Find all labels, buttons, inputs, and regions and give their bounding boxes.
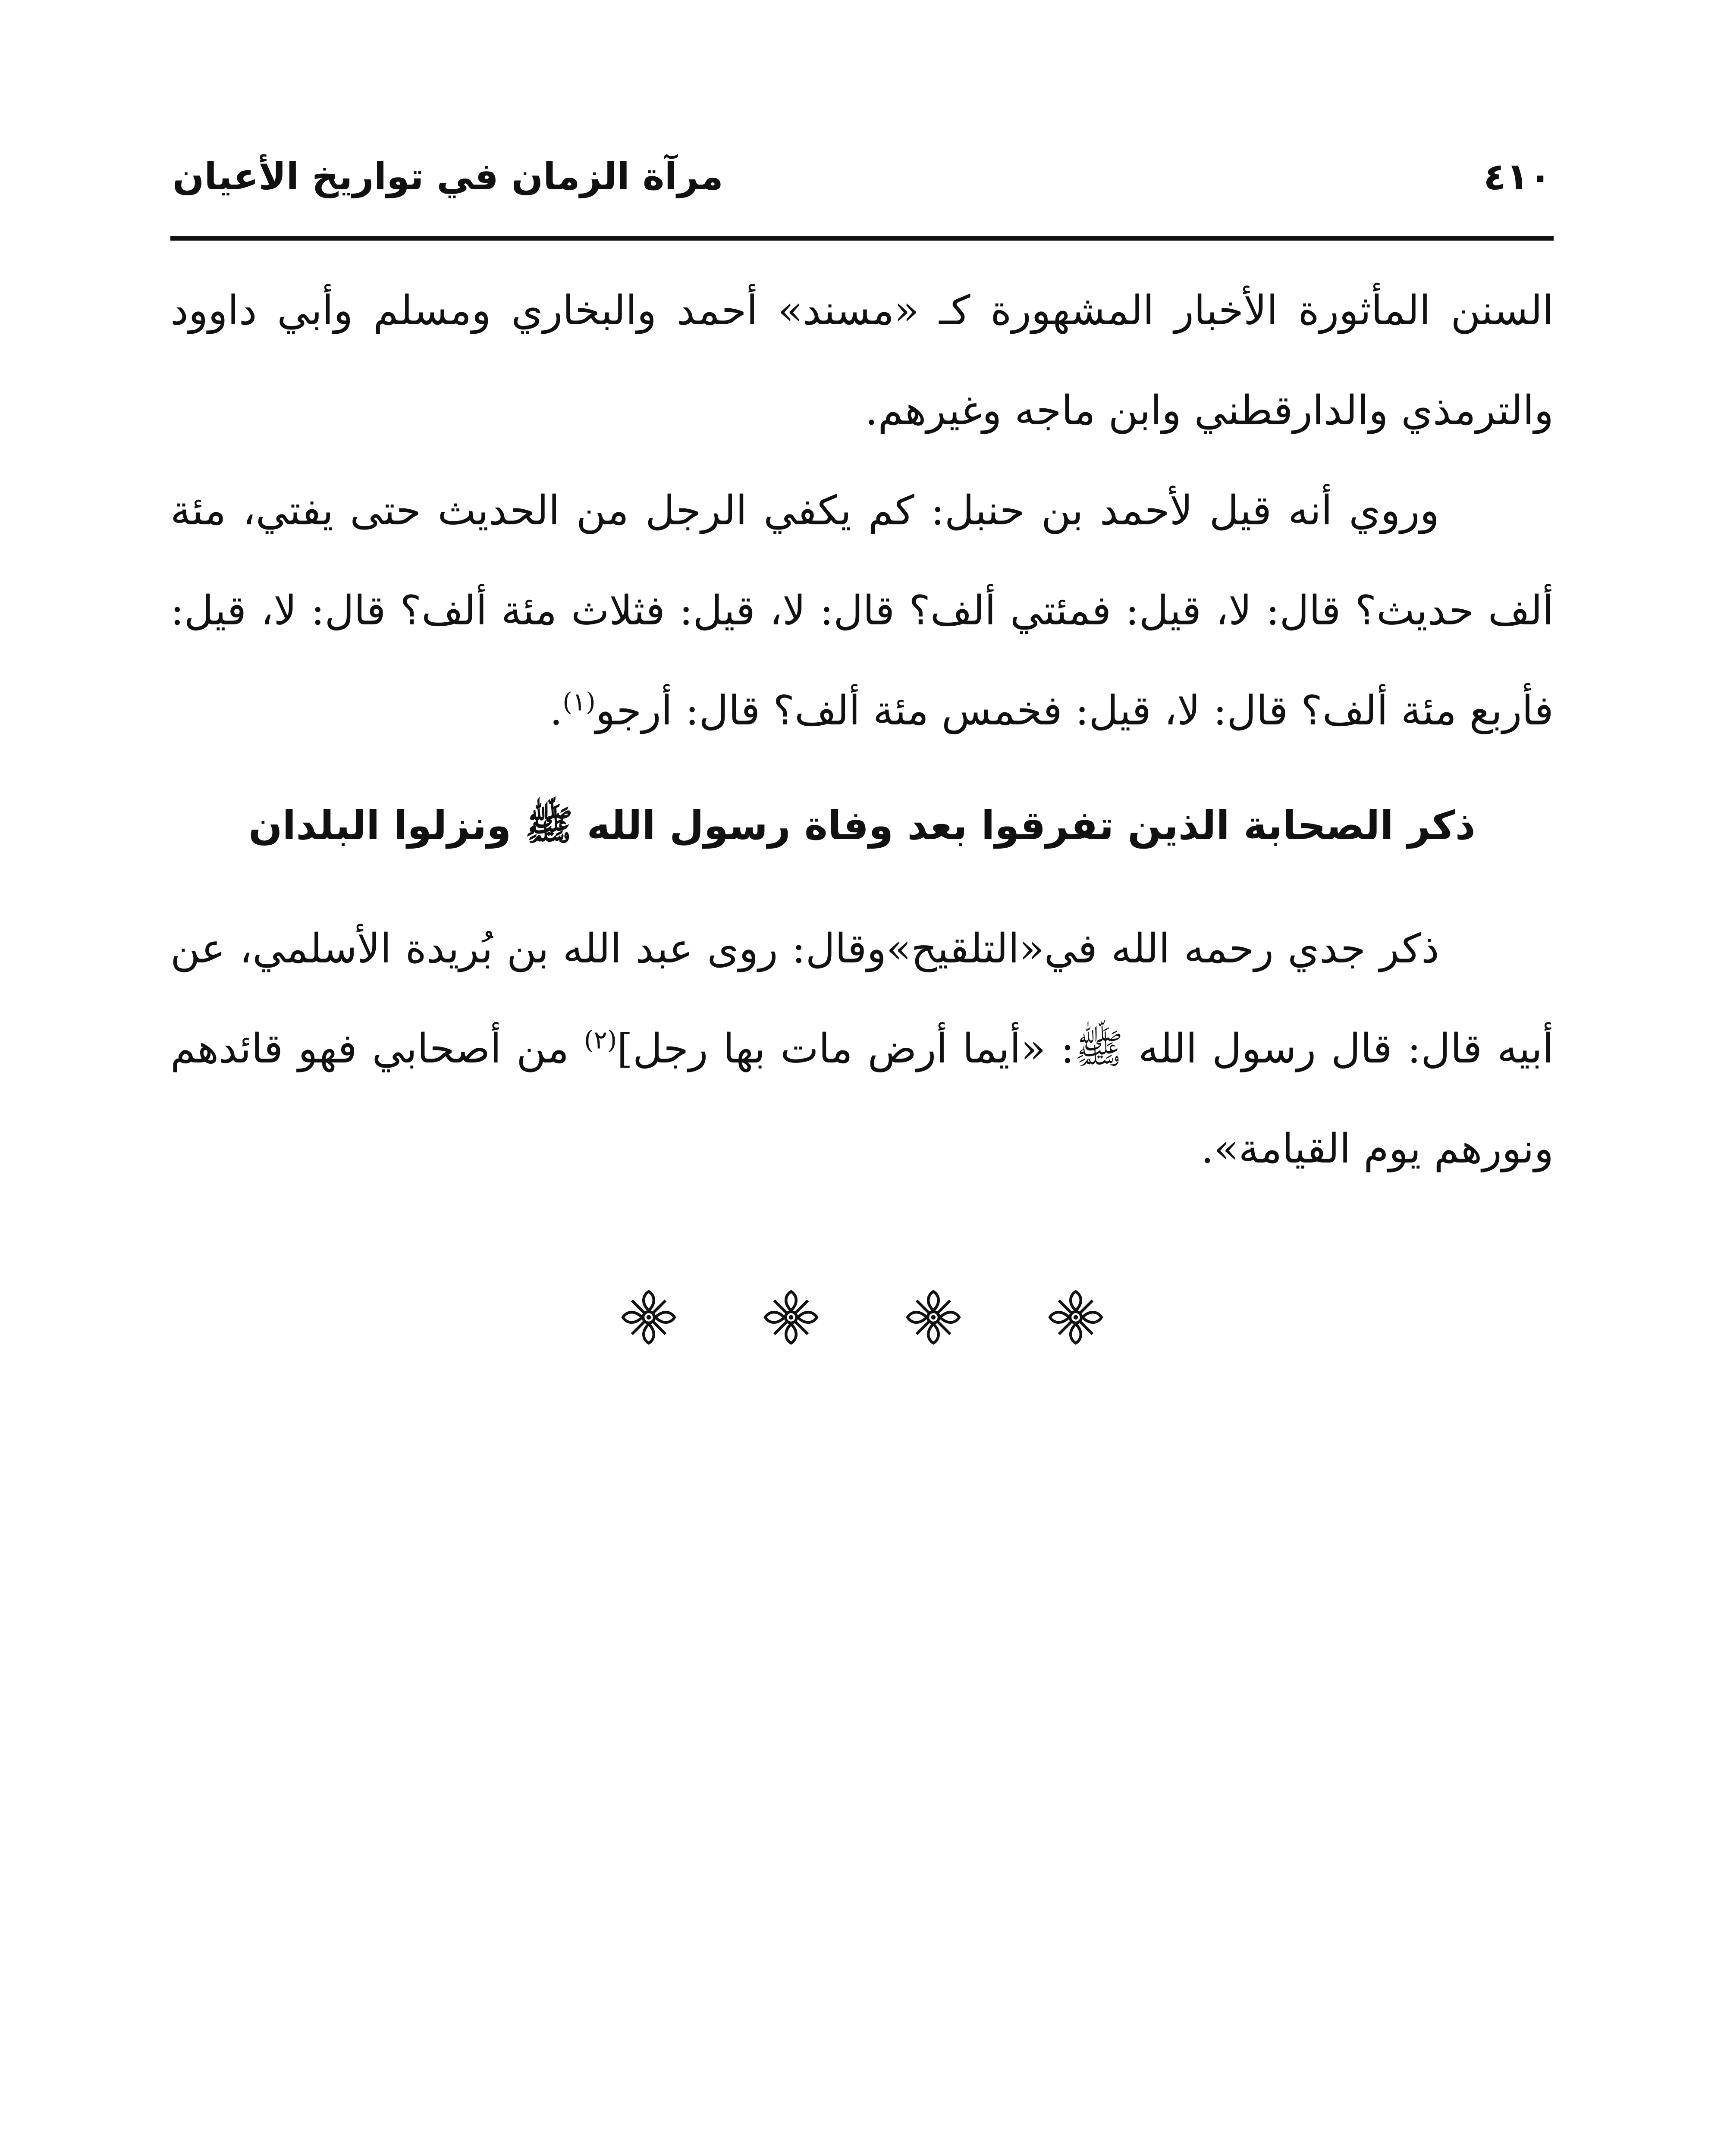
section-heading: ذكر الصحابة الذين تفرقوا بعد وفاة رسول الله ﷺ ونزلوا البلدان xyxy=(248,802,1476,849)
flower-ornament-icon xyxy=(621,1289,677,1345)
flower-ornament-icon xyxy=(763,1289,819,1345)
page-number: ٤١٠ xyxy=(1483,155,1551,198)
footnote-ref-2: (٢) xyxy=(584,1025,617,1055)
paragraph-2-text: وروي أنه قيل لأحمد بن حنبل: كم يكفي الرجل من الحديث حتى يفتي، مئة ألف حديث؟ قال: لا، قيل: فمئتي ألف؟ قال: لا، قيل: فثلاث مئة ألف؟ قال: لا، قيل: فأربع مئة ألف؟ قال: لا، قيل: فخمس مئة ألف؟ قال: أرجو xyxy=(170,487,1554,734)
paragraph-1: السنن المأثورة الأخبار المشهورة كـ «مسند» أحمد والبخاري ومسلم وأبي داوود والترمذي والدارقطني وابن ماجه وغيرهم. xyxy=(170,287,1554,434)
paragraph-2 xyxy=(170,461,1554,761)
paragraph-2-end: . xyxy=(550,687,563,734)
paragraph-3 xyxy=(170,899,1554,1199)
section-end-ornaments xyxy=(0,1289,1724,1358)
flower-ornament-icon xyxy=(1048,1289,1104,1345)
running-title: مرآة الزمان في تواريخ الأعيان xyxy=(173,155,723,198)
footnote-ref-1: (١) xyxy=(562,687,596,717)
header-rule xyxy=(170,236,1554,241)
paragraph-3-text: ذكر جدي رحمه الله في«التلقيح»وقال: روى عبد الله بن بُريدة الأسلمي، عن أبيه قال: قال رسول الله ﷺ: «أيما أرض مات بها رجل] xyxy=(170,925,1554,1072)
body-text xyxy=(170,261,1554,1199)
flower-ornament-icon xyxy=(905,1289,961,1345)
page-header xyxy=(173,147,1551,211)
paragraph-3-end: من أصحابي فهو قائدهم ونورهم يوم القيامة». xyxy=(170,1025,1554,1172)
